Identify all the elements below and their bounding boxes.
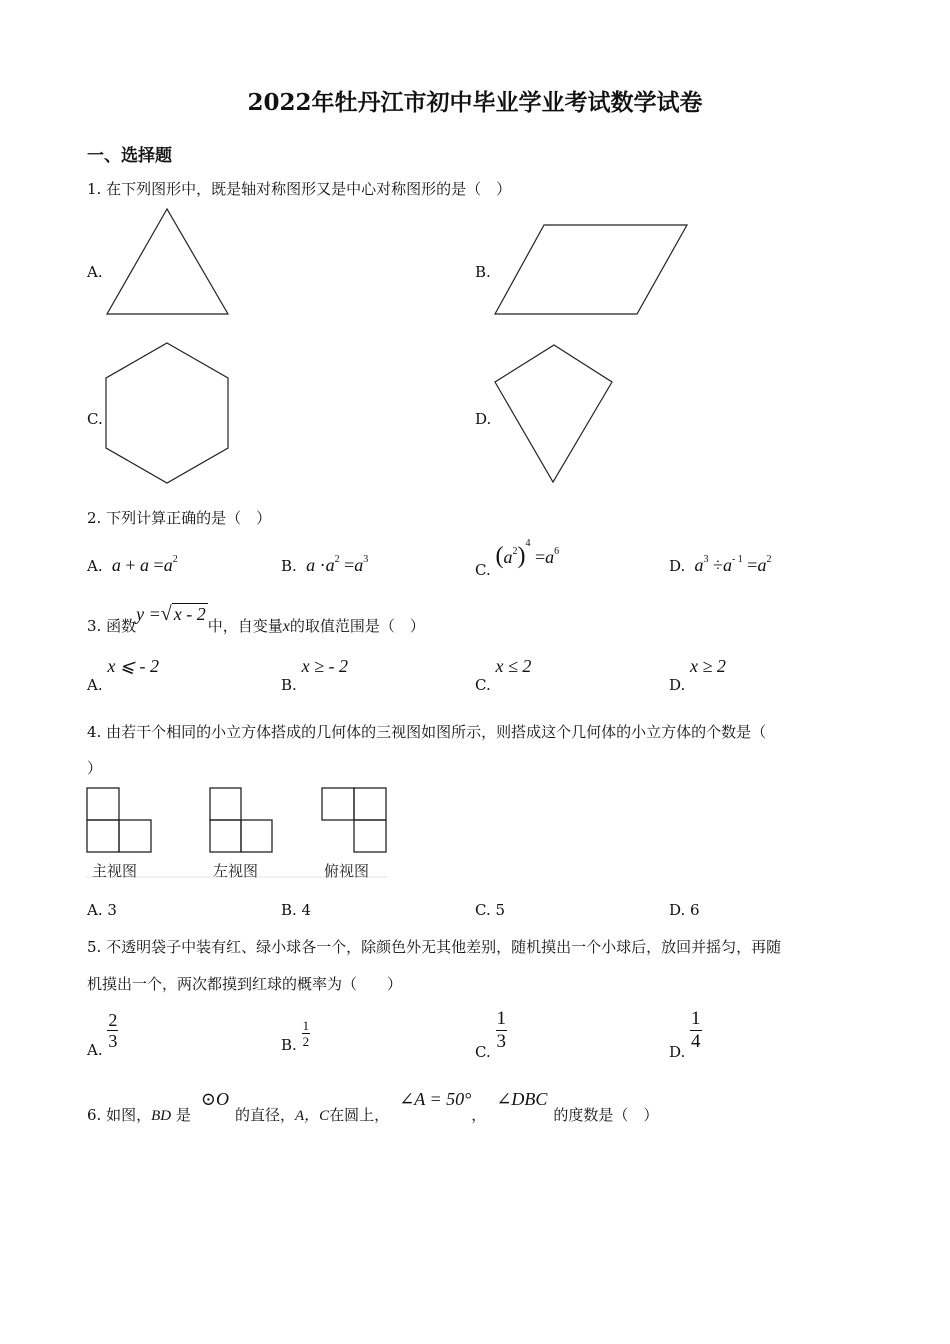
left-view-label: 左视图 bbox=[213, 862, 259, 880]
q2-option-b-label: B. bbox=[281, 557, 297, 575]
question-5-stem-line2: 机摸出一个，两次都摸到红球的概率为（ ） bbox=[87, 975, 403, 993]
q3-suffix-b: 的取值范围是（ ） bbox=[289, 617, 425, 635]
q5-option-d bbox=[669, 1008, 702, 1061]
q2-option-d-expr: $a^3 \div a^{- 1} =a^2$ bbox=[694, 554, 772, 575]
q5-option-b-fraction: $\frac{1}{2}$ bbox=[302, 1018, 310, 1049]
q3-option-a-expr: x ⩽ - 2 bbox=[107, 656, 159, 676]
q5-option-c-label: C. bbox=[475, 1042, 491, 1061]
q3-option-d-expr: x ≥ 2 bbox=[690, 656, 726, 676]
q4-option-c: C. 5 bbox=[475, 901, 506, 919]
q2-option-a bbox=[87, 555, 178, 576]
q5-option-a bbox=[87, 1010, 118, 1059]
q1-option-a-label: A. bbox=[87, 263, 103, 281]
q1-option-b-label: B. bbox=[475, 263, 491, 281]
q1-hexagon-figure bbox=[100, 338, 235, 488]
question-4-stem-line1: 4. 由若干个相同的小立方体搭成的几何体的三视图如图所示，则搭成这个几何体的小立方体的个数是（ bbox=[87, 723, 767, 741]
question-4-stem-line2: ） bbox=[87, 759, 103, 777]
q5-option-b-label: B. bbox=[281, 1035, 297, 1054]
q2-option-b-expr: $a \cdot a^2 =a^3$ bbox=[306, 554, 369, 575]
q6-circle-o: ⊙O bbox=[200, 1089, 229, 1109]
page-title: 2022年牡丹江市初中毕业学业考试数学试卷 bbox=[247, 89, 703, 116]
q2-option-a-expr: $a + a =a^2$ bbox=[111, 554, 178, 575]
q3-option-c-expr: x ≤ 2 bbox=[495, 656, 532, 676]
front-view-grid bbox=[87, 788, 151, 852]
question-2-stem: 2. 下列计算正确的是（ ） bbox=[87, 509, 272, 527]
q1-kite-figure bbox=[490, 340, 618, 488]
q3-option-b-expr: x ≥ - 2 bbox=[301, 656, 348, 676]
q6-angle-dbc: ∠DBC bbox=[496, 1089, 548, 1109]
q5-option-b bbox=[281, 1018, 310, 1054]
q3-option-d-label: D. bbox=[669, 676, 686, 694]
q3-option-c-label: C. bbox=[475, 676, 491, 694]
q3-option-a-label: A. bbox=[87, 676, 103, 694]
q2-option-c bbox=[475, 538, 560, 579]
q4-option-b: B. 4 bbox=[281, 901, 312, 919]
q4-option-d: D. 6 bbox=[669, 901, 700, 919]
q2-option-d bbox=[669, 555, 771, 576]
front-view-label: 主视图 bbox=[92, 862, 138, 880]
q3-variable: x bbox=[282, 618, 290, 635]
question-5-stem-line1: 5. 不透明袋子中装有红、绿小球各一个，除颜色外无其他差别，随机摸出一个小球后，放回并摇匀，再随 bbox=[87, 938, 782, 956]
q3-option-b bbox=[281, 656, 348, 694]
q5-option-d-label: D. bbox=[669, 1042, 686, 1061]
q2-option-c-expr: $(a^2)^4 =a^6$ bbox=[495, 538, 560, 569]
q6-suffix: 的度数是（ ） bbox=[553, 1106, 659, 1124]
q6-is: 是 bbox=[175, 1106, 191, 1124]
question-6-stem bbox=[87, 1089, 659, 1124]
section-heading: 一、选择题 bbox=[87, 146, 172, 166]
q2-option-a-label: A. bbox=[87, 557, 103, 575]
q1-option-c-label: C. bbox=[87, 410, 103, 428]
q6-prefix: 6. 如图， bbox=[87, 1106, 152, 1124]
top-view-label: 俯视图 bbox=[324, 862, 370, 880]
q1-option-d-label: D. bbox=[475, 410, 492, 428]
q3-suffix-a: 中，自变量 bbox=[207, 617, 283, 635]
q3-option-c bbox=[475, 656, 532, 694]
question-1-stem: 1. 在下列图形中，既是轴对称图形又是中心对称图形的是（ ） bbox=[87, 180, 512, 198]
q3-option-b-label: B. bbox=[281, 676, 297, 694]
q2-option-d-label: D. bbox=[669, 557, 686, 575]
q3-option-a bbox=[87, 656, 159, 694]
q5-option-c-fraction: $\frac{1}{3}$ bbox=[496, 1008, 506, 1052]
q1-parallelogram-figure bbox=[490, 220, 692, 318]
q4-option-a: A. 3 bbox=[87, 901, 117, 919]
q5-option-a-fraction: $\frac{2}{3}$ bbox=[108, 1010, 118, 1051]
q3-option-d bbox=[669, 656, 726, 694]
left-view-grid bbox=[210, 788, 272, 852]
q6-bd: BD bbox=[151, 1108, 172, 1124]
q2-option-b bbox=[281, 555, 368, 576]
q5-option-d-fraction: $\frac{1}{4}$ bbox=[691, 1008, 701, 1052]
q6-comma: ， bbox=[471, 1106, 487, 1124]
q6-ac: A，C bbox=[295, 1108, 330, 1124]
q3-function-expr: y =√ x - 2 bbox=[136, 603, 206, 625]
question-3-stem bbox=[87, 603, 425, 635]
q3-prefix: 3. 函数 bbox=[87, 617, 137, 635]
q2-option-c-label: C. bbox=[475, 561, 491, 579]
q6-on-circle: 在圆上， bbox=[329, 1106, 390, 1124]
q6-mid: 的直径， bbox=[234, 1106, 295, 1124]
q5-option-a-label: A. bbox=[87, 1040, 103, 1059]
q5-option-c bbox=[475, 1008, 507, 1061]
q1-triangle-figure bbox=[100, 203, 235, 318]
top-view-grid bbox=[322, 788, 386, 852]
q6-angle-a: ∠A = 50° bbox=[399, 1089, 472, 1109]
